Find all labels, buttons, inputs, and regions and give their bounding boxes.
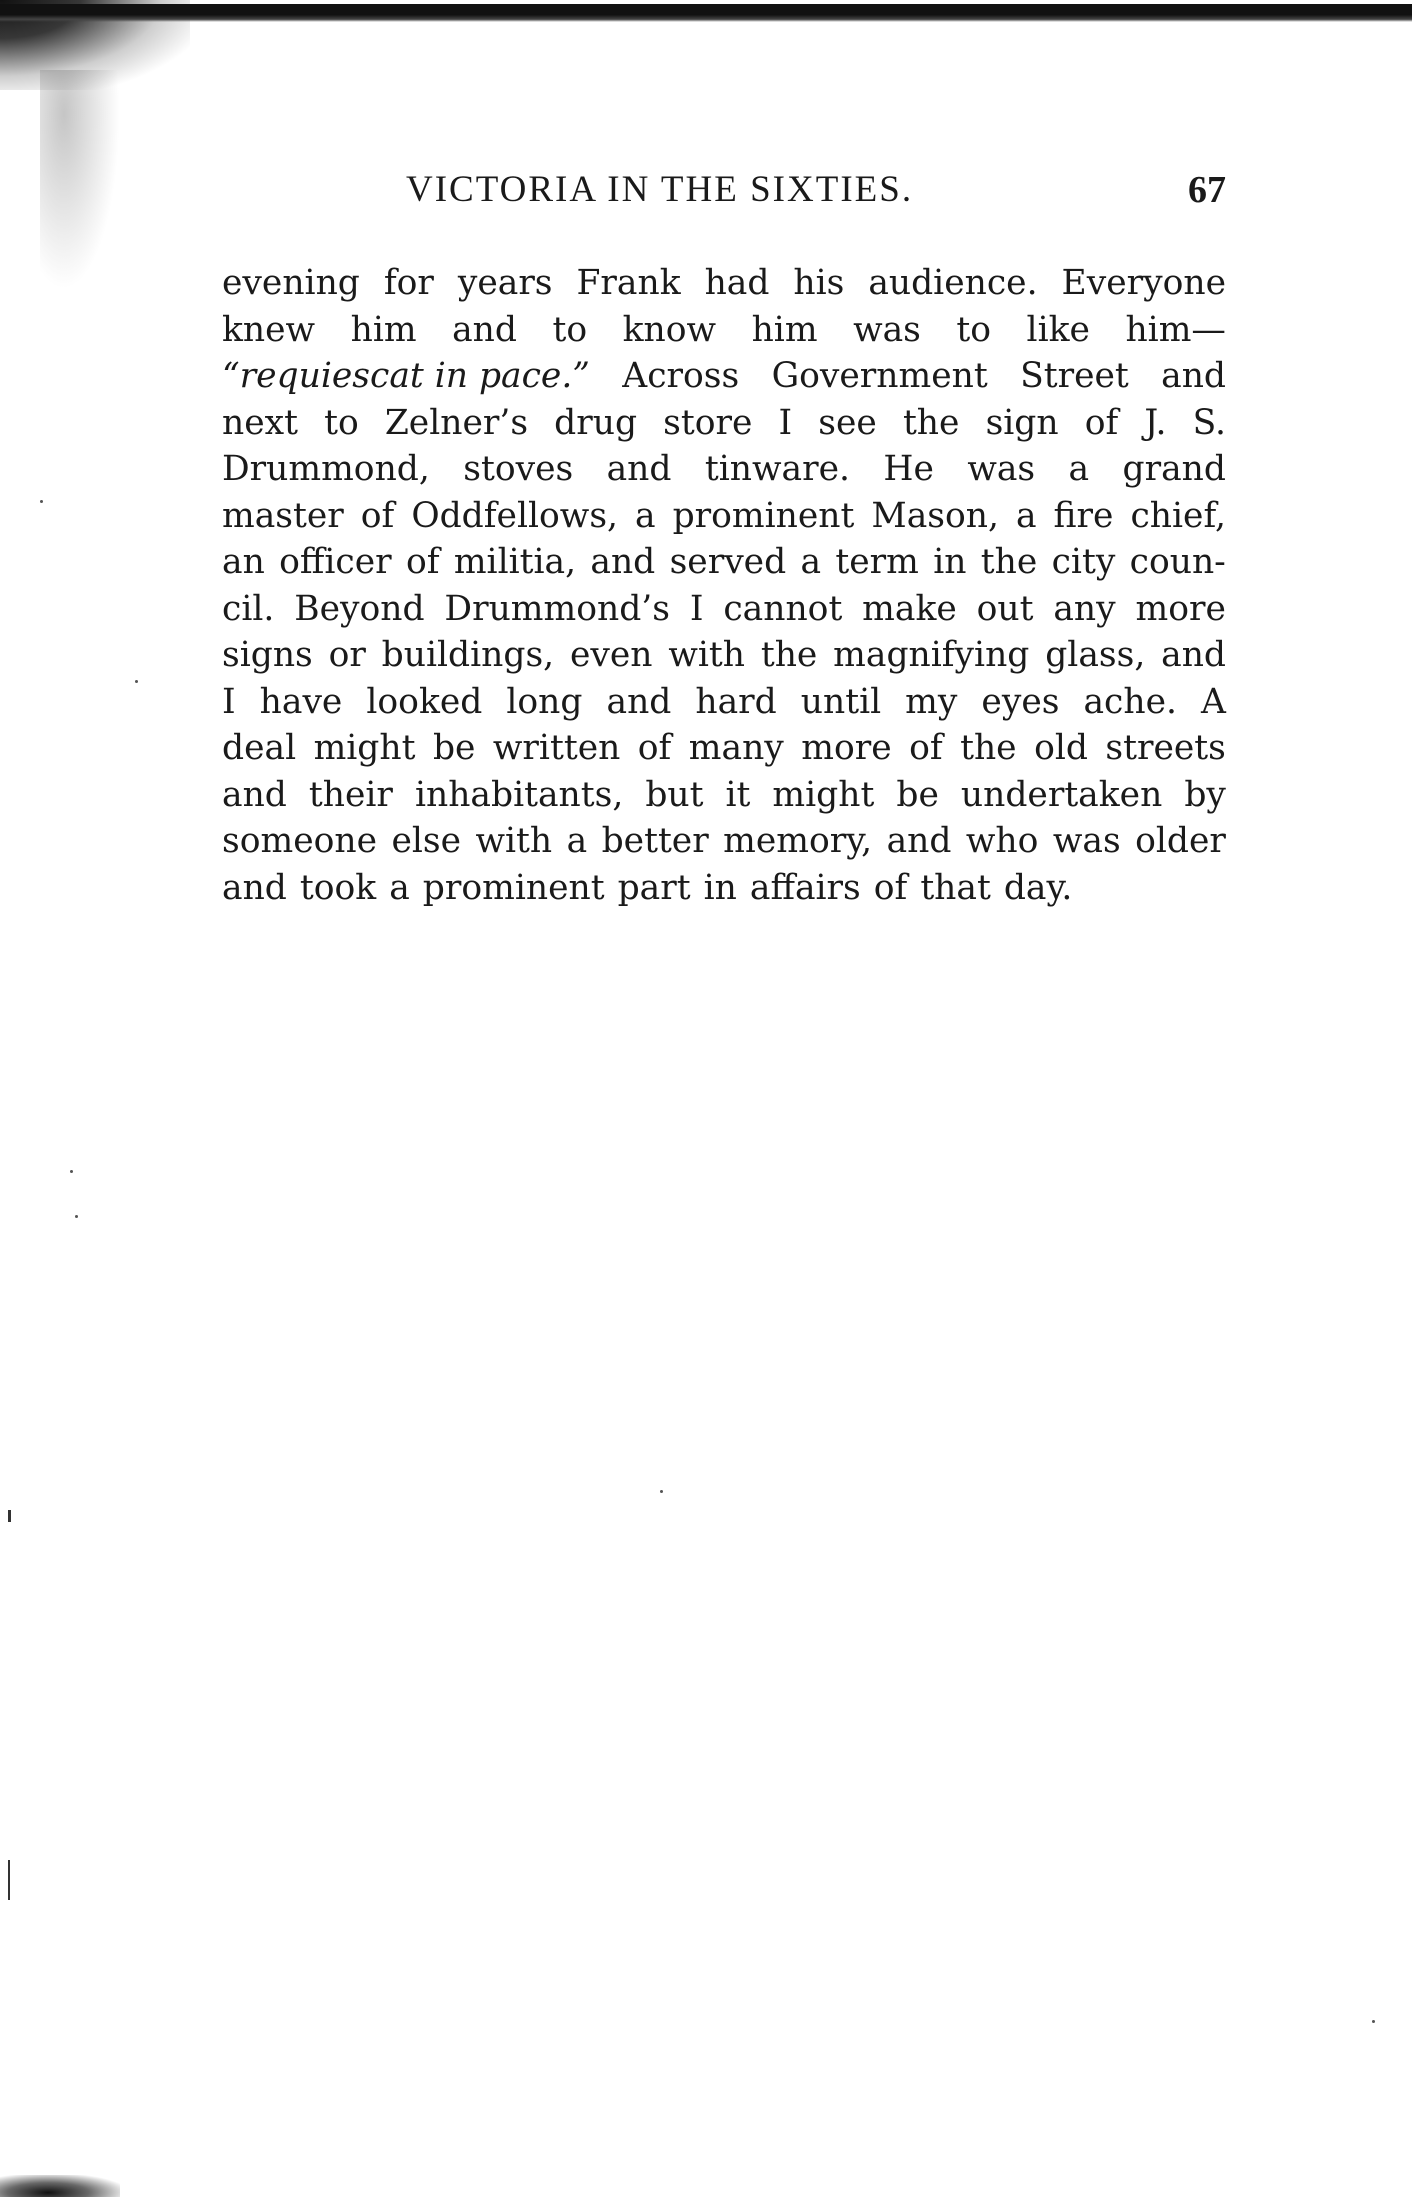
word: audience. bbox=[868, 263, 1038, 303]
word: that bbox=[920, 867, 991, 908]
word: long bbox=[506, 681, 583, 722]
word: took bbox=[299, 867, 377, 908]
word: of bbox=[873, 867, 908, 908]
word: to bbox=[324, 402, 359, 443]
word: him bbox=[350, 309, 417, 350]
word: but bbox=[645, 774, 704, 815]
word: cil. bbox=[222, 588, 275, 629]
text-line bbox=[222, 260, 1226, 307]
word: have bbox=[259, 681, 343, 722]
running-head bbox=[222, 168, 1226, 228]
word: it bbox=[725, 774, 751, 815]
text-line bbox=[222, 818, 1226, 865]
text-line bbox=[222, 400, 1226, 447]
word: ache. bbox=[1083, 681, 1177, 722]
word: by bbox=[1184, 774, 1226, 815]
word: Across bbox=[622, 356, 740, 396]
scan-speck bbox=[75, 1215, 78, 1218]
word: Oddfellows, bbox=[411, 495, 618, 536]
word: many bbox=[688, 728, 784, 768]
text-line bbox=[222, 865, 1226, 912]
word: him bbox=[751, 309, 818, 350]
word: fire bbox=[1053, 495, 1114, 536]
word: looked bbox=[366, 681, 483, 722]
word: someone bbox=[222, 821, 378, 861]
word: I bbox=[222, 681, 236, 722]
text-line bbox=[222, 679, 1226, 726]
word: of bbox=[1084, 402, 1119, 443]
word: had bbox=[704, 263, 770, 303]
word: Street bbox=[1020, 356, 1129, 396]
word: and bbox=[606, 681, 672, 722]
word: Frank bbox=[576, 263, 681, 303]
word: until bbox=[800, 681, 882, 722]
word: might bbox=[772, 774, 875, 815]
word: better bbox=[601, 821, 709, 861]
text-line bbox=[222, 772, 1226, 819]
word: Beyond bbox=[294, 588, 425, 629]
word: any bbox=[1053, 588, 1116, 629]
word: and bbox=[606, 449, 672, 489]
word: a bbox=[800, 542, 822, 582]
word: prominent bbox=[672, 495, 855, 536]
word: years bbox=[457, 263, 553, 303]
word: the bbox=[980, 542, 1038, 582]
text-line bbox=[222, 493, 1226, 540]
word: Mason, bbox=[871, 495, 999, 536]
word: and bbox=[1161, 635, 1226, 675]
word: with bbox=[668, 635, 745, 675]
word: master bbox=[222, 495, 344, 536]
word: or bbox=[328, 635, 366, 675]
word: cannot bbox=[723, 588, 843, 629]
word: chief, bbox=[1130, 495, 1226, 536]
word: magnifying bbox=[833, 635, 1030, 675]
word: and bbox=[1161, 356, 1226, 396]
word: was bbox=[967, 449, 1036, 489]
word: of bbox=[909, 728, 943, 768]
word: streets bbox=[1105, 728, 1226, 768]
text-line bbox=[222, 307, 1226, 354]
word: out bbox=[976, 588, 1034, 629]
word: Government bbox=[771, 356, 988, 396]
word: more bbox=[801, 728, 892, 768]
word: S. bbox=[1192, 402, 1226, 443]
word: see bbox=[818, 402, 877, 443]
word: affairs bbox=[749, 867, 861, 908]
running-head-title: VICTORIA IN THE SIXTIES. bbox=[406, 169, 914, 210]
scan-margin-mark bbox=[8, 1510, 11, 1522]
word: day. bbox=[1003, 867, 1073, 908]
scan-speck bbox=[135, 680, 138, 683]
word: with bbox=[475, 821, 553, 861]
word: an bbox=[222, 542, 265, 582]
body-paragraph bbox=[222, 260, 1226, 911]
word: inhabitants, bbox=[414, 774, 624, 815]
word: I bbox=[689, 588, 704, 629]
word: was bbox=[853, 309, 921, 350]
word: the bbox=[760, 635, 818, 675]
word: the bbox=[902, 402, 960, 443]
word: know bbox=[622, 309, 717, 350]
scan-bottom-smudge bbox=[0, 2175, 120, 2197]
word: militia, bbox=[453, 542, 577, 582]
word: Drummond, bbox=[222, 449, 430, 489]
word: old bbox=[1034, 728, 1088, 768]
word: my bbox=[905, 681, 958, 722]
word: drug bbox=[554, 402, 638, 443]
word: him— bbox=[1125, 309, 1226, 350]
word: of bbox=[360, 495, 395, 536]
word: and bbox=[222, 774, 287, 815]
word: who bbox=[965, 821, 1039, 861]
word: else bbox=[391, 821, 462, 861]
text-line bbox=[222, 725, 1226, 772]
word: store bbox=[663, 402, 753, 443]
word: officer bbox=[279, 542, 392, 582]
scan-margin-mark bbox=[8, 1860, 10, 1900]
word: a bbox=[1068, 449, 1090, 489]
word: stoves bbox=[463, 449, 574, 489]
word: term bbox=[835, 542, 919, 582]
word: evening bbox=[222, 263, 360, 303]
text-line bbox=[222, 353, 1226, 400]
word: like bbox=[1026, 309, 1090, 350]
word: even bbox=[569, 635, 653, 675]
word: written bbox=[492, 728, 621, 768]
word: and bbox=[452, 309, 517, 350]
word: eyes bbox=[981, 681, 1060, 722]
scan-speck bbox=[660, 1490, 663, 1493]
word: might bbox=[313, 728, 416, 768]
word: Everyone bbox=[1061, 263, 1226, 303]
word: signs bbox=[222, 635, 313, 675]
word: his bbox=[793, 263, 845, 303]
word: a bbox=[389, 867, 410, 908]
word: Zelner’s bbox=[384, 402, 529, 443]
word: coun- bbox=[1129, 542, 1226, 582]
word: to bbox=[552, 309, 588, 350]
word: A bbox=[1200, 681, 1226, 722]
word: older bbox=[1135, 821, 1226, 861]
word: city bbox=[1051, 542, 1116, 582]
word: in bbox=[703, 867, 737, 908]
word: deal bbox=[222, 728, 297, 768]
word: for bbox=[383, 263, 434, 303]
word: undertaken bbox=[960, 774, 1163, 815]
scan-margin-speckle bbox=[40, 70, 120, 290]
word: more bbox=[1135, 588, 1226, 629]
word: knew bbox=[222, 309, 316, 350]
word: served bbox=[669, 542, 787, 582]
word: next bbox=[222, 402, 298, 443]
word: I bbox=[778, 402, 793, 443]
word: prominent bbox=[422, 867, 605, 908]
word: grand bbox=[1122, 449, 1226, 489]
scan-speck bbox=[70, 1170, 73, 1173]
word: tinware. bbox=[704, 449, 850, 489]
text-line bbox=[222, 446, 1226, 493]
word: be bbox=[896, 774, 939, 815]
word: a bbox=[1015, 495, 1037, 536]
scan-top-border bbox=[0, 4, 1412, 22]
word: sign bbox=[985, 402, 1059, 443]
text-line bbox=[222, 539, 1226, 586]
word: be bbox=[432, 728, 476, 768]
word: of bbox=[637, 728, 672, 768]
word: hard bbox=[695, 681, 777, 722]
scan-speck bbox=[1372, 2020, 1375, 2023]
word: and bbox=[222, 867, 287, 908]
word: and bbox=[886, 821, 952, 861]
word: glass, bbox=[1045, 635, 1146, 675]
word: memory, bbox=[723, 821, 873, 861]
scan-speck bbox=[40, 500, 43, 503]
word: of bbox=[405, 542, 440, 582]
word: a bbox=[566, 821, 588, 861]
word: part bbox=[617, 867, 691, 908]
text-line bbox=[222, 586, 1226, 633]
page-number: 67 bbox=[1188, 169, 1226, 211]
word: “requiescat in pace.” bbox=[222, 356, 590, 396]
word: J. bbox=[1144, 402, 1167, 443]
word: Drummond’s bbox=[444, 588, 670, 629]
word: in bbox=[933, 542, 967, 582]
word: a bbox=[635, 495, 656, 536]
word: their bbox=[308, 774, 393, 815]
text-line bbox=[222, 632, 1226, 679]
word: and bbox=[590, 542, 656, 582]
word: the bbox=[960, 728, 1017, 768]
word: was bbox=[1052, 821, 1121, 861]
word: make bbox=[862, 588, 957, 629]
word: He bbox=[883, 449, 934, 489]
word: buildings, bbox=[381, 635, 555, 675]
word: to bbox=[956, 309, 992, 350]
